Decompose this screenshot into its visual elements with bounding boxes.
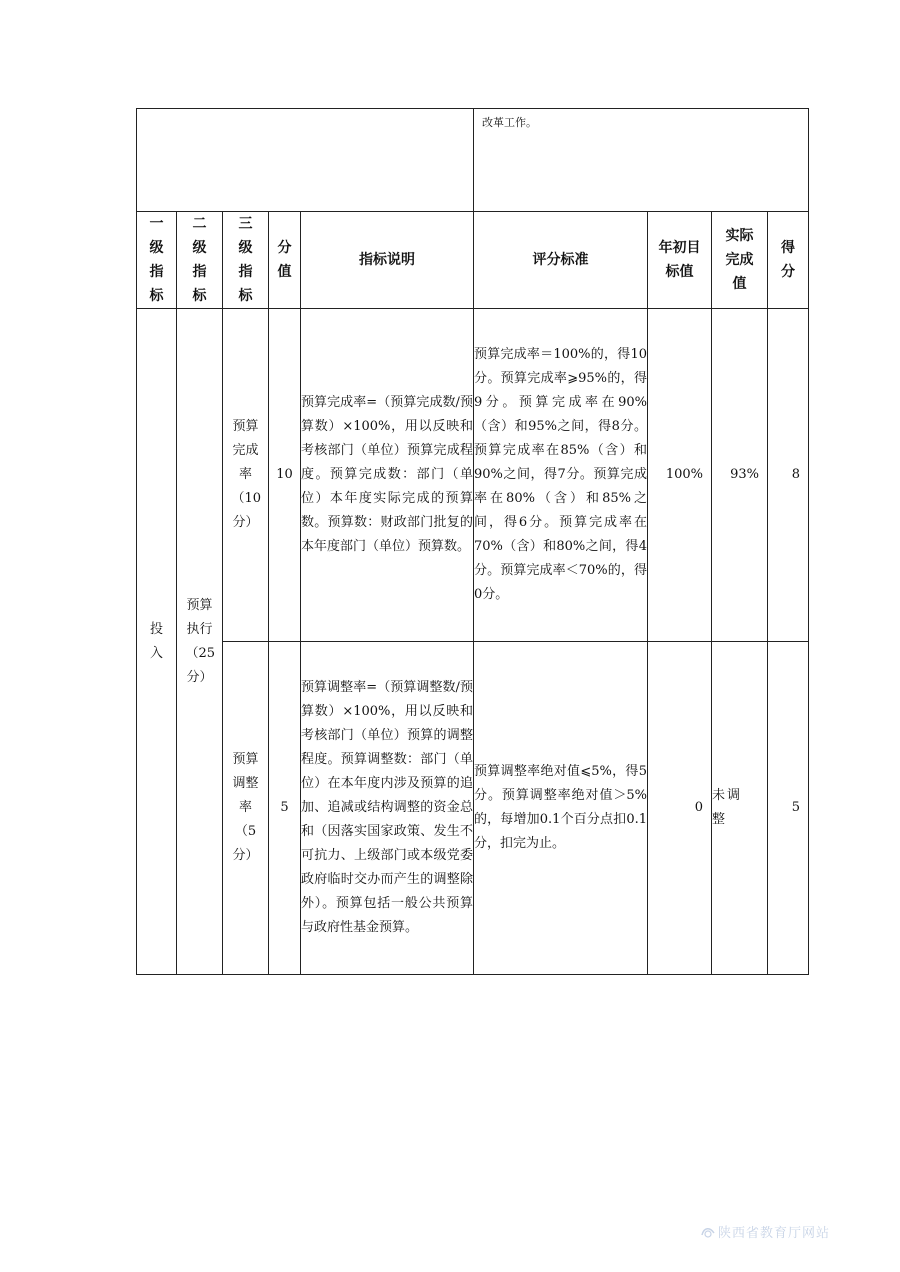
target-cell: 0: [648, 642, 712, 975]
actual-cell: 93%: [712, 309, 768, 642]
level2-cell: 预算执行（25分）: [177, 309, 223, 975]
header-score-value: 分值: [269, 212, 301, 309]
criteria-cell: 预算调整率绝对值⩽5%，得5分。预算调整率绝对值＞5%的，每增加0.1个百分点扣0.1分，扣完为止。: [474, 642, 648, 975]
level1-cell: 投入: [137, 309, 177, 975]
watermark-logo-icon: [700, 1225, 716, 1239]
table-row: [137, 642, 809, 975]
actual-cell: 未调整: [712, 642, 768, 975]
level3-cell: 预算完成率（10分）: [223, 309, 269, 642]
continued-empty-cell: [137, 109, 474, 212]
points-cell: 5: [269, 642, 301, 975]
table-row: [137, 309, 809, 642]
score-cell: 5: [768, 642, 809, 975]
score-cell: 8: [768, 309, 809, 642]
header-target: 年初目标值: [648, 212, 712, 309]
watermark-text: 陕西省教育厅网站: [718, 1226, 831, 1241]
description-cell: 预算调整率=（预算调整数/预算数）×100%，用以反映和考核部门（单位）预算的调整程度。预算调整数：部门（单位）在本年度内涉及预算的追加、追减或结构调整的资金总和（因落实国家政策、发生不可抗力、上级部门或本级党委政府临时交办而产生的调整除外）。预算包括一般公共预算与政府性基金预算。: [301, 642, 474, 975]
performance-table: [136, 108, 809, 975]
continuation-text: 改革工作。: [482, 116, 537, 129]
target-cell: 100%: [648, 309, 712, 642]
points-cell: 10: [269, 309, 301, 642]
description-cell: 预算完成率=（预算完成数/预算数）×100%，用以反映和考核部门（单位）预算完成程度。预算完成数：部门（单位）本年度实际完成的预算数。预算数：财政部门批复的本年度部门（单位）预算数。: [301, 309, 474, 642]
header-description: 指标说明: [301, 212, 474, 309]
header-level1: 一级指标: [137, 212, 177, 309]
header-actual: 实际完成值: [712, 212, 768, 309]
level3-cell: 预算调整率（5分）: [223, 642, 269, 975]
criteria-cell: 预算完成率＝100%的，得10分。预算完成率⩾95%的，得9分。预算完成率在90%（含）和95%之间，得8分。预算完成率在85%（含）和90%之间，得7分。预算完成率在80%（含）和85%之间，得6分。预算完成率在70%（含）和80%之间，得4分。预算完成率＜70%的，得0分。: [474, 309, 648, 642]
header-level3: 三级指标: [223, 212, 269, 309]
continued-text-cell: [474, 109, 809, 212]
header-score: 得分: [768, 212, 809, 309]
header-criteria: 评分标准: [474, 212, 648, 309]
header-level2: 二级指标: [177, 212, 223, 309]
